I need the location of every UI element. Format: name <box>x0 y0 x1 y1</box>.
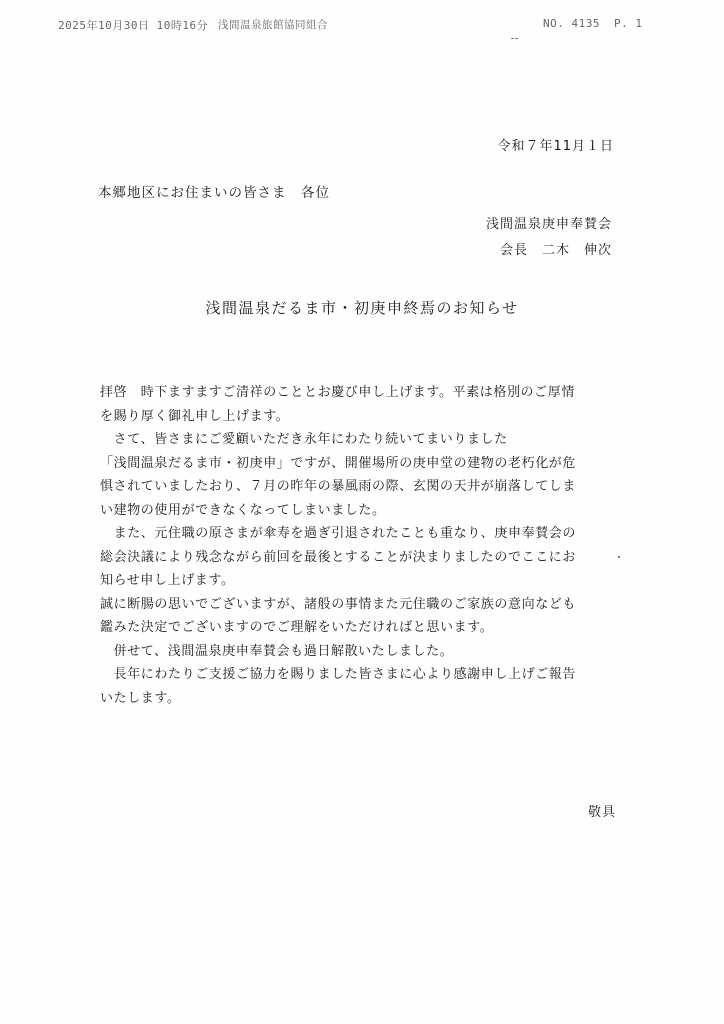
scan-speck <box>618 556 620 558</box>
letter-body <box>100 381 630 710</box>
fax-page-number: P. 1 <box>614 17 643 30</box>
body-line: 拝啓 時下ますますご清祥のこととお慶び申し上げます。平素は格別のご厚情 <box>100 385 575 400</box>
body-line: いたします。 <box>100 690 181 706</box>
body-line: 「浅間温泉だるま市・初庚申」ですが、開催場所の庚申堂の建物の老朽化が危 <box>100 455 577 471</box>
letter-date: 令和７年11月１日 <box>497 139 614 154</box>
scan-speck <box>511 38 514 39</box>
scan-speck <box>515 38 518 39</box>
letter-recipient: 本郷地区にお住まいの皆さま 各位 <box>98 185 330 201</box>
body-line: 併せて、浅間温泉庚申奉賛会も過日解散いたしました。 <box>100 643 454 659</box>
body-line: さて、皆さまにご愛顧いただき永年にわたり続いてまいりました <box>100 432 508 447</box>
body-line: 知らせ申し上げます。 <box>100 573 235 588</box>
body-line: 総会決議により残念ながら前回を最後とすることが決まりましたのでここにお <box>100 549 577 565</box>
letter-closing: 敬具 <box>587 805 616 820</box>
fax-sender: 浅間温泉旅館協同組合 <box>218 19 328 31</box>
fax-number: NO. 4135 <box>543 17 600 30</box>
sender-name: 会長 二木 伸次 <box>499 243 612 258</box>
body-line: 鑑みた決定でございますのでご理解をいただければと思います。 <box>100 620 494 635</box>
body-line: を賜り厚く御礼申し上げます。 <box>100 408 290 424</box>
body-line: い建物の使用ができなくなってしまいました。 <box>100 502 386 518</box>
body-line: 惧されていましたおり、７月の昨年の暴風雨の際、玄関の天井が崩落してしま <box>100 479 577 494</box>
sender-organization: 浅間温泉庚申奉賛会 <box>485 217 612 232</box>
fax-header <box>0 14 724 34</box>
fax-datetime: 2025年10月30日 10時16分 <box>58 19 209 32</box>
body-line: 長年にわたりご支援ご協力を賜りました皆さまに心より感謝申し上げご報告 <box>100 667 577 682</box>
body-line: また、元住職の原さまが傘寿を過ぎ引退されたことも重なり、庚申奉賛会の <box>100 526 577 541</box>
body-line: 誠に断腸の思いでございますが、諸般の事情また元住職のご家族の意向なども <box>100 596 577 612</box>
letter-title: 浅間温泉だるま市・初庚申終焉のお知らせ <box>205 299 519 317</box>
